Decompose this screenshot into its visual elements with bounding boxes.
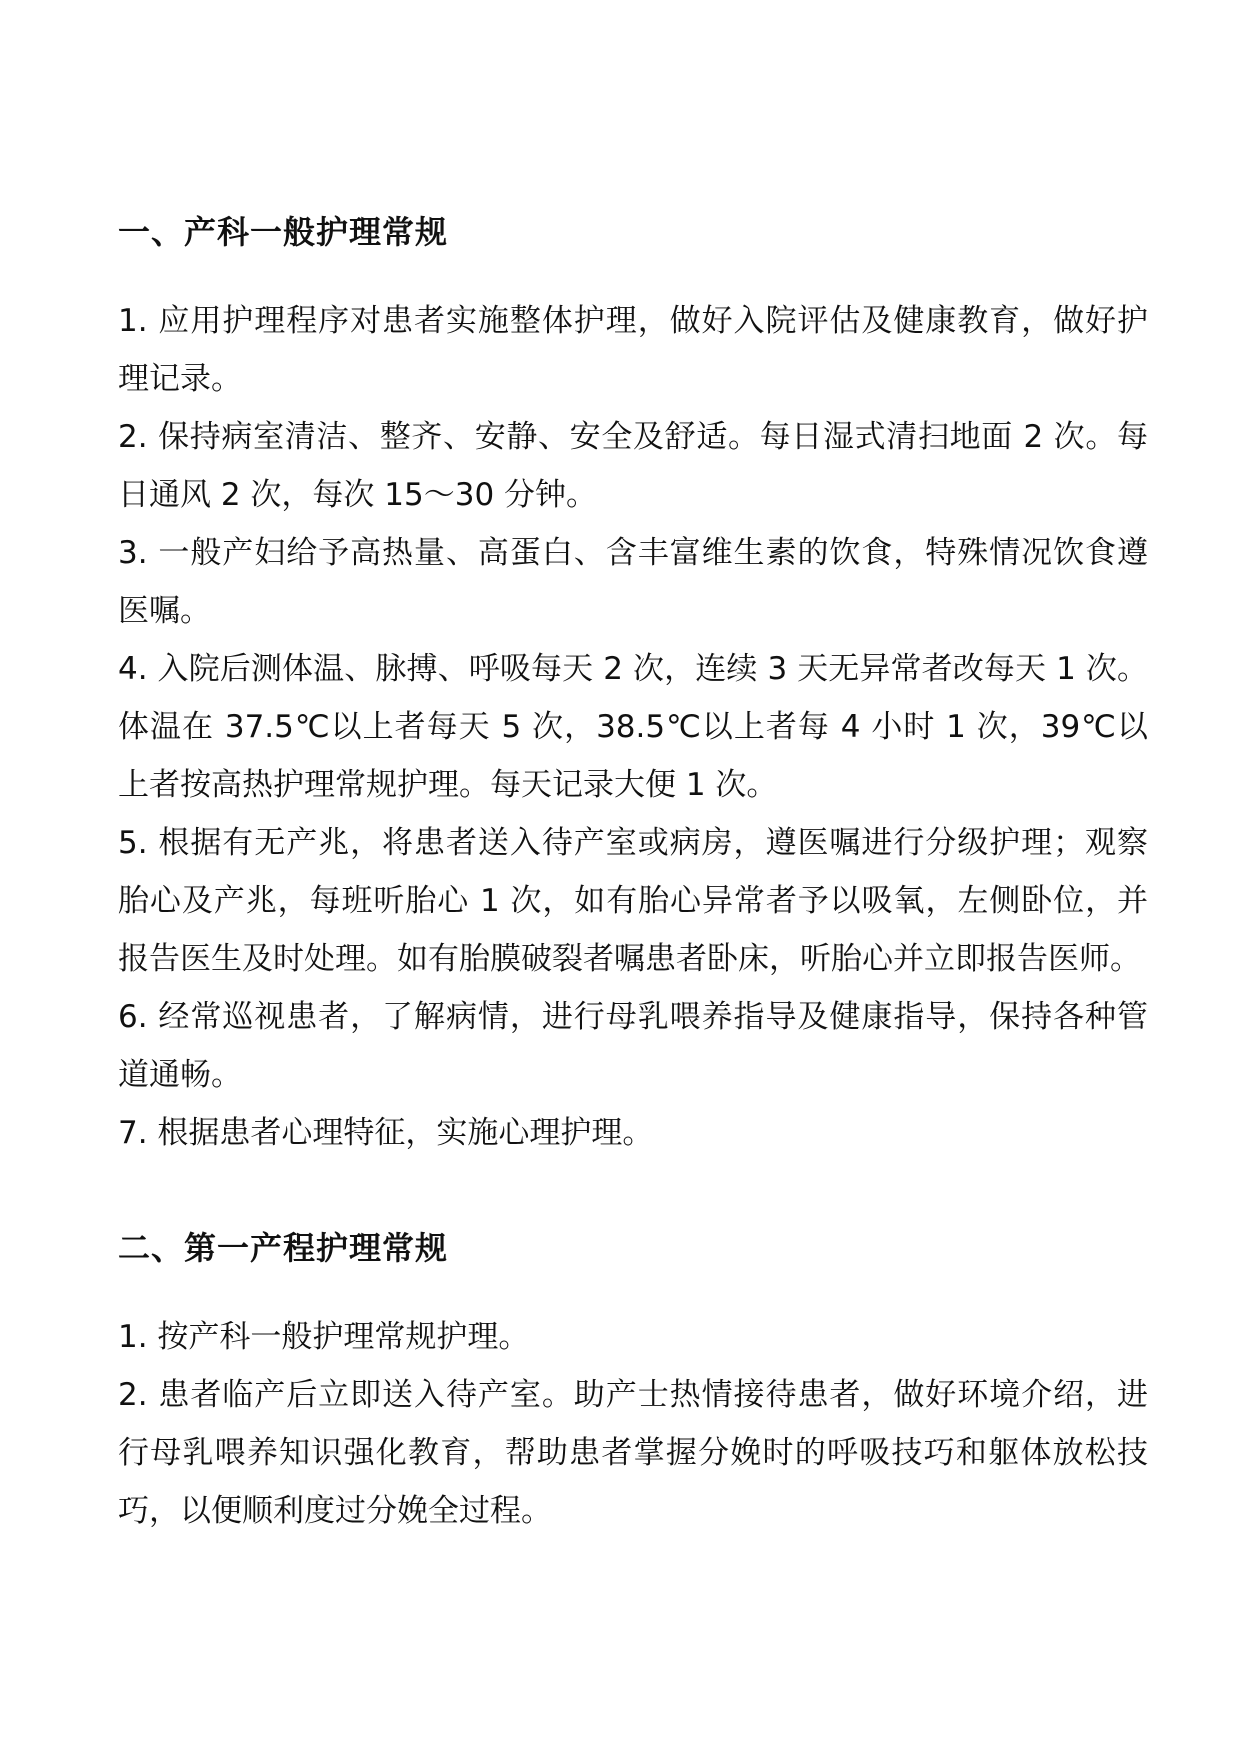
section-general-care — [118, 210, 1148, 1162]
list-item: 5. 根据有无产兆，将患者送入待产室或病房，遵医嘱进行分级护理；观察胎心及产兆，每班听胎心 1 次，如有胎心异常者予以吸氧，左侧卧位，并报告医生及时处理。如有胎膜破裂者嘱患者卧床，听胎心并立即报告医师。 — [118, 825, 1148, 977]
list-item: 2. 患者临产后立即送入待产室。助产士热情接待患者，做好环境介绍，进行母乳喂养知识强化教育，帮助患者掌握分娩时的呼吸技巧和躯体放松技巧，以便顺利度过分娩全过程。 — [118, 1377, 1148, 1529]
item-list — [118, 1308, 1148, 1540]
item-list — [118, 292, 1148, 1162]
section-heading: 一、产科一般护理常规 — [118, 213, 449, 251]
list-item: 1. 应用护理程序对患者实施整体护理，做好入院评估及健康教育，做好护理记录。 — [118, 303, 1148, 397]
list-item: 1. 按产科一般护理常规护理。 — [118, 1319, 530, 1355]
list-item: 4. 入院后测体温、脉搏、呼吸每天 2 次，连续 3 天无异常者改每天 1 次。体温在 37.5℃以上者每天 5 次，38.5℃以上者每 4 小时 1 次，39℃以上者按高热护理常规护理。每天记录大便 1 次。 — [118, 651, 1148, 803]
list-item: 7. 根据患者心理特征，实施心理护理。 — [118, 1115, 654, 1151]
list-item: 2. 保持病室清洁、整齐、安静、安全及舒适。每日湿式清扫地面 2 次。每日通风 2 次，每次 15～30 分钟。 — [118, 419, 1148, 513]
section-first-stage-care — [118, 1226, 1148, 1540]
list-item: 3. 一般产妇给予高热量、高蛋白、含丰富维生素的饮食，特殊情况饮食遵医嘱。 — [118, 535, 1148, 629]
document-content — [118, 210, 1148, 1540]
section-heading: 二、第一产程护理常规 — [118, 1229, 449, 1267]
list-item: 6. 经常巡视患者，了解病情，进行母乳喂养指导及健康指导，保持各种管道通畅。 — [118, 999, 1148, 1093]
